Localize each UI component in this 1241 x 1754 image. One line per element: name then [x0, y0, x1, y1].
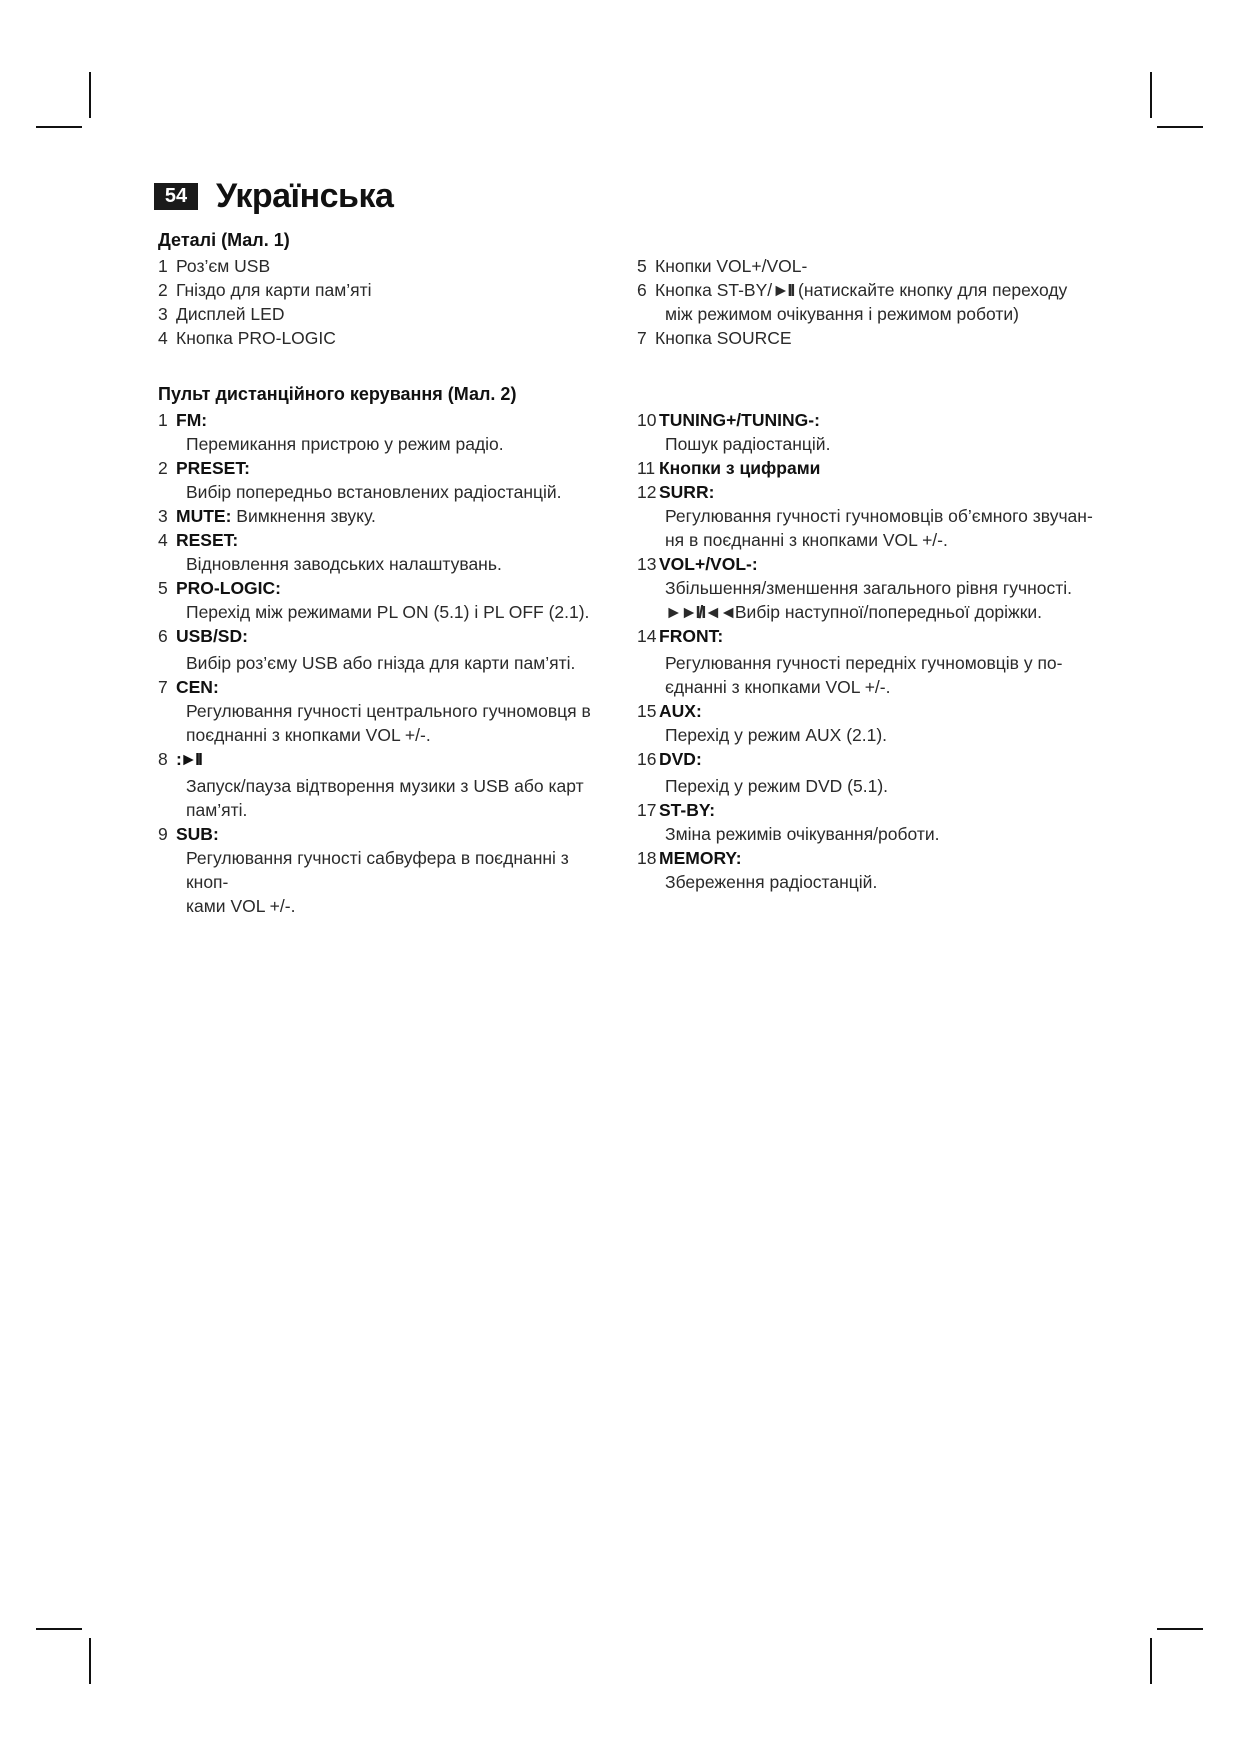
list-item: 7 Кнопка SOURCE	[637, 328, 792, 348]
crop-mark-top-left-v	[89, 72, 91, 118]
page-header	[154, 176, 393, 216]
list-item: 9 SUB:	[158, 824, 219, 844]
parts-list-left	[158, 254, 598, 350]
crop-mark-bottom-left-h	[36, 1628, 82, 1630]
skip-track-icon: ►►I/I◄◄	[665, 602, 735, 622]
list-item: 18 MEMORY:	[637, 848, 742, 868]
list-item: 12 SURR:	[637, 482, 715, 502]
list-item: 4 RESET:	[158, 530, 239, 550]
list-item: 3 MUTE: Вимкнення звуку.	[158, 506, 376, 526]
list-item: 14 FRONT:	[637, 626, 724, 646]
remote-title: Пульт дистанційного керування (Мал. 2)	[158, 384, 517, 404]
list-item: 3 Дисплей LED	[158, 304, 285, 324]
remote-list-left: 1 FM: Перемикання пристрою у режим радіо. 2 PRESET: Вибір попередньо встановлених радіостанцій. 3 MUTE: Вимкнення звуку. 4 RESET: Відновлення заводських налаштувань. 5 PRO-LOGIC: Перехід між режимами PL ON (5.1) і PL OFF (2.1). 6 USB/SD: Вибір роз’єму USB або гнізда для карти пам’яті. 7 CEN: Регулювання гучності центрального гучномовця в поєднанні з кнопками VOL +/-. 8 :►II Запуск/пауза відтворення музики з USB або карт пам’яті. 9 SUB: Регулювання гучності сабвуфера в поєднанні з кноп- ками VOL +/-.	[158, 408, 608, 918]
list-item: 7 CEN:	[158, 677, 219, 697]
list-item: 5 Кнопки VOL+/VOL-	[637, 256, 808, 276]
list-item: 10 TUNING+/TUNING-:	[637, 410, 820, 430]
list-item: 16 DVD:	[637, 749, 702, 769]
list-item: 4 Кнопка PRO-LOGIC	[158, 328, 336, 348]
crop-mark-top-left-h	[36, 126, 82, 128]
list-item: 6 USB/SD:	[158, 626, 248, 646]
list-item: 5 PRO-LOGIC:	[158, 578, 281, 598]
play-pause-icon: ►II	[772, 280, 794, 300]
list-item: 8 :►II	[158, 749, 201, 769]
remote-list-right: 10 TUNING+/TUNING-: Пошук радіостанцій. 11 Кнопки з цифрами 12 SURR: Регулювання гучності гучномовців об’ємного звучан- ня в поєднанні з кнопками VOL +/-. 13 VOL+/VOL-: Збільшення/зменшення загального рівня гучності. ►►I/I◄◄Вибір наступної/попередньої доріжки. 14 FRONT: Регулювання гучності передніх гучномовців у по- єднанні з кнопками VOL +/-. 15 AUX: Перехід у режим AUX (2.1). 16 DVD: Перехід у режим DVD (5.1). 17 ST-BY: Зміна режимів очікування/роботи. 18 MEMORY: Збереження радіостанцій.	[637, 408, 1107, 894]
parts-title: Деталі (Мал. 1)	[158, 230, 290, 250]
list-item: 1 Роз’єм USB	[158, 256, 271, 276]
list-item: 1 FM:	[158, 410, 208, 430]
crop-mark-bottom-left-v	[89, 1638, 91, 1684]
page-number: 54	[154, 183, 198, 210]
list-item: 11 Кнопки з цифрами	[637, 458, 821, 478]
list-item: 13 VOL+/VOL-:	[637, 554, 758, 574]
list-item: 2 Гніздо для карти пам’яті	[158, 280, 372, 300]
crop-mark-bottom-right-v	[1150, 1638, 1152, 1684]
list-item: 15 AUX:	[637, 701, 702, 721]
play-pause-icon: :►II	[176, 749, 201, 769]
crop-mark-top-right-h	[1157, 126, 1203, 128]
list-item: 17 ST-BY:	[637, 800, 716, 820]
parts-list-right: 5 Кнопки VOL+/VOL- 6 Кнопка ST-BY/►II (натискайте кнопку для переходу між режимом очікування і режимом роботи) 7 Кнопка SOURCE	[637, 254, 1107, 350]
list-item: 6 Кнопка ST-BY/►II (натискайте кнопку для переходу	[637, 280, 1068, 300]
list-item: 2 PRESET:	[158, 458, 250, 478]
page-title: Українська	[216, 176, 394, 215]
crop-mark-bottom-right-h	[1157, 1628, 1203, 1630]
crop-mark-top-right-v	[1150, 72, 1152, 118]
